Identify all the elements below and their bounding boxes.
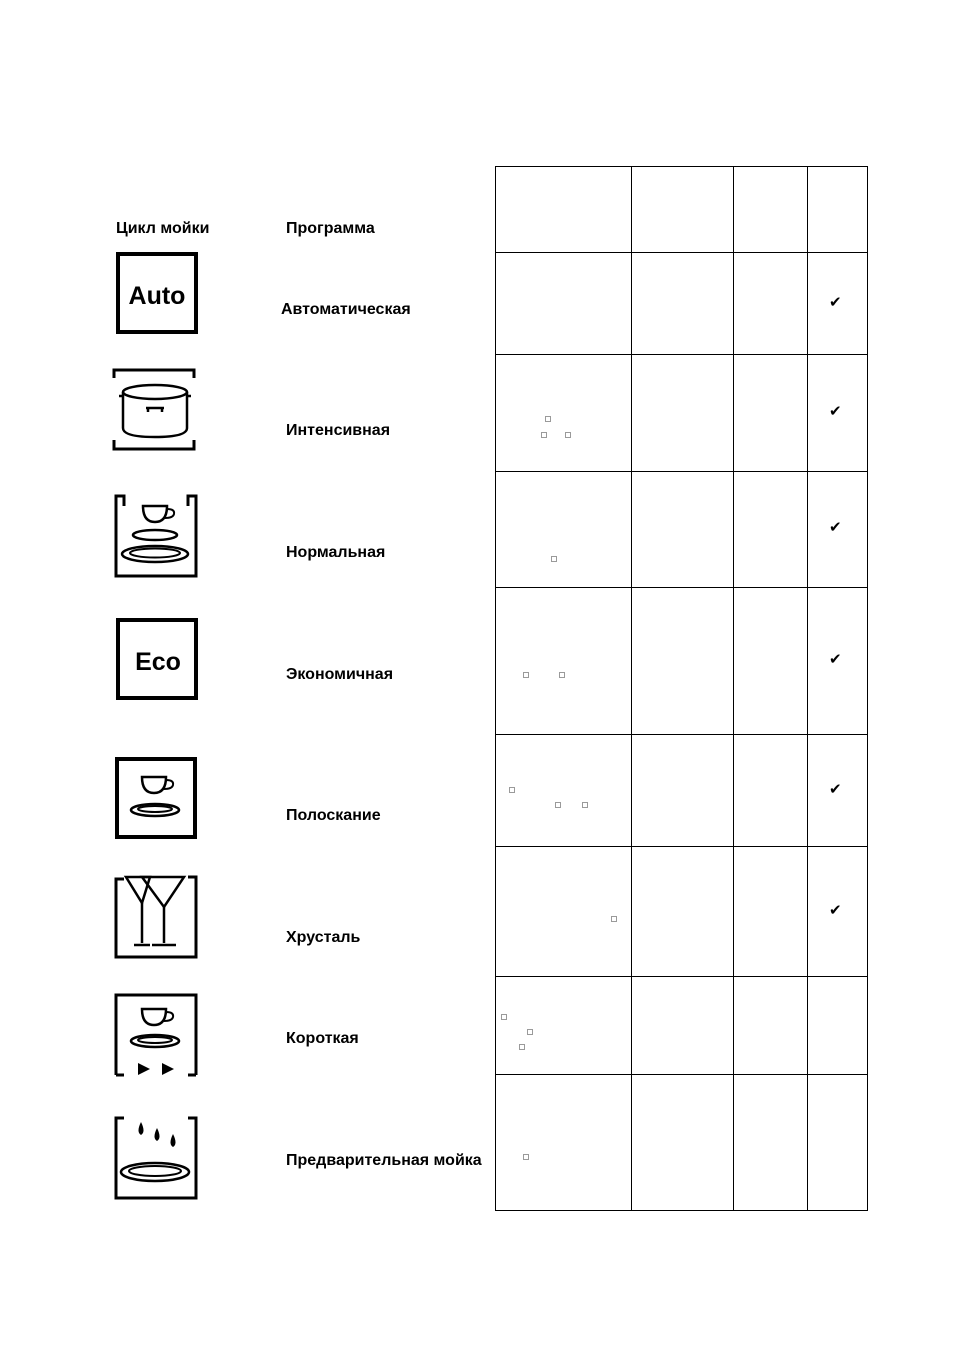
check-mark: ✔ bbox=[829, 651, 842, 668]
program-name-economy: Экономичная bbox=[286, 666, 394, 683]
placeholder-square bbox=[519, 1044, 525, 1050]
placeholder-square bbox=[541, 432, 547, 438]
placeholder-square bbox=[501, 1014, 507, 1020]
check-mark: ✔ bbox=[829, 403, 842, 420]
program-name-automatic: Автоматическая bbox=[281, 301, 411, 318]
row-divider bbox=[496, 734, 867, 735]
row-divider bbox=[496, 471, 867, 472]
placeholder-square bbox=[527, 1029, 533, 1035]
row-divider bbox=[496, 1074, 867, 1075]
check-mark: ✔ bbox=[829, 902, 842, 919]
cup-plate-rinse-icon bbox=[112, 755, 200, 843]
eco-icon-text: Eco bbox=[135, 648, 181, 676]
placeholder-square bbox=[523, 672, 529, 678]
check-mark: ✔ bbox=[829, 294, 842, 311]
program-name-intensive: Интенсивная bbox=[286, 422, 391, 439]
column-divider bbox=[733, 167, 734, 1210]
placeholder-square bbox=[551, 556, 557, 562]
row-divider bbox=[496, 846, 867, 847]
placeholder-square bbox=[555, 802, 561, 808]
placeholder-square bbox=[523, 1154, 529, 1160]
placeholder-square bbox=[509, 787, 515, 793]
placeholder-square bbox=[611, 916, 617, 922]
placeholder-square bbox=[565, 432, 571, 438]
row-divider bbox=[496, 252, 867, 253]
program-name-normal: Нормальная bbox=[286, 544, 386, 561]
row-divider bbox=[496, 976, 867, 977]
column-divider bbox=[631, 167, 632, 1210]
check-mark: ✔ bbox=[829, 781, 842, 798]
column-divider bbox=[807, 167, 808, 1210]
placeholder-square bbox=[559, 672, 565, 678]
check-mark: ✔ bbox=[829, 519, 842, 536]
auto-icon-text: Auto bbox=[128, 282, 186, 310]
row-divider bbox=[496, 587, 867, 588]
auto-icon bbox=[112, 250, 200, 338]
program-name-prewash: Предварительная мойка bbox=[286, 1152, 482, 1169]
placeholder-square bbox=[545, 416, 551, 422]
program-name-short: Короткая bbox=[286, 1030, 359, 1047]
header-program: Программа bbox=[286, 220, 375, 237]
header-cycle: Цикл мойки bbox=[116, 220, 210, 237]
program-name-crystal: Хрусталь bbox=[286, 929, 361, 946]
glasses-icon bbox=[112, 873, 200, 961]
cup-plates-icon bbox=[112, 492, 200, 580]
drops-plate-icon bbox=[112, 1114, 200, 1202]
eco-icon bbox=[112, 616, 200, 704]
placeholder-square bbox=[582, 802, 588, 808]
pot-icon bbox=[112, 366, 200, 454]
row-divider bbox=[496, 354, 867, 355]
program-name-rinse: Полоскание bbox=[286, 807, 381, 824]
program-table bbox=[495, 166, 868, 1211]
cup-plate-arrows-icon bbox=[112, 991, 200, 1079]
